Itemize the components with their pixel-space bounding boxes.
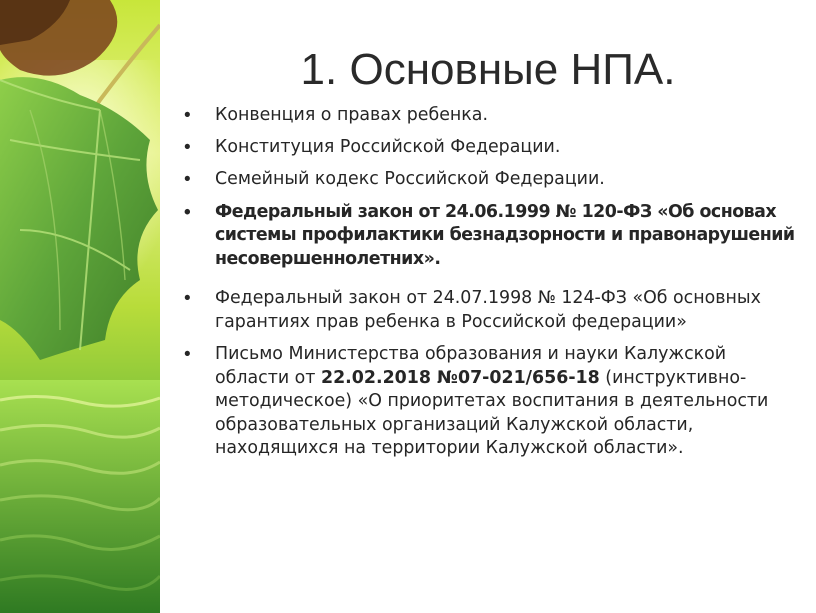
list-item: • Конституция Российской Федерации. (184, 136, 798, 160)
list-item: • Федеральный закон от 24.07.1998 № 124-ФЗ «Об основных гарантиях прав ребенка в Российской федерации» (184, 287, 798, 334)
list-item: • Федеральный закон от 24.06.1999 № 120-ФЗ «Об основах системы профилактики безнадзорности и правонарушений несовершеннолетних». (184, 201, 798, 272)
slide-title: 1. Основные НПА. (300, 45, 676, 94)
list-item-text: (инструктивно-методическое) «О приоритетах воспитания в деятельности образовательных организаций Калужской области, находящихся на территории Калужской области». (215, 367, 769, 458)
list-item-text: Письмо Министерства образования и науки Калужской области от (215, 344, 727, 388)
grape-leaf-over-water-image (0, 0, 160, 613)
bullet-list (184, 104, 798, 461)
list-item: • Семейный кодекс Российской Федерации. (184, 168, 798, 192)
document-number: 22.02.2018 №07-021/656-18 (320, 367, 600, 388)
list-item (184, 343, 798, 461)
list-item: • Конвенция о правах ребенка. (184, 104, 798, 128)
